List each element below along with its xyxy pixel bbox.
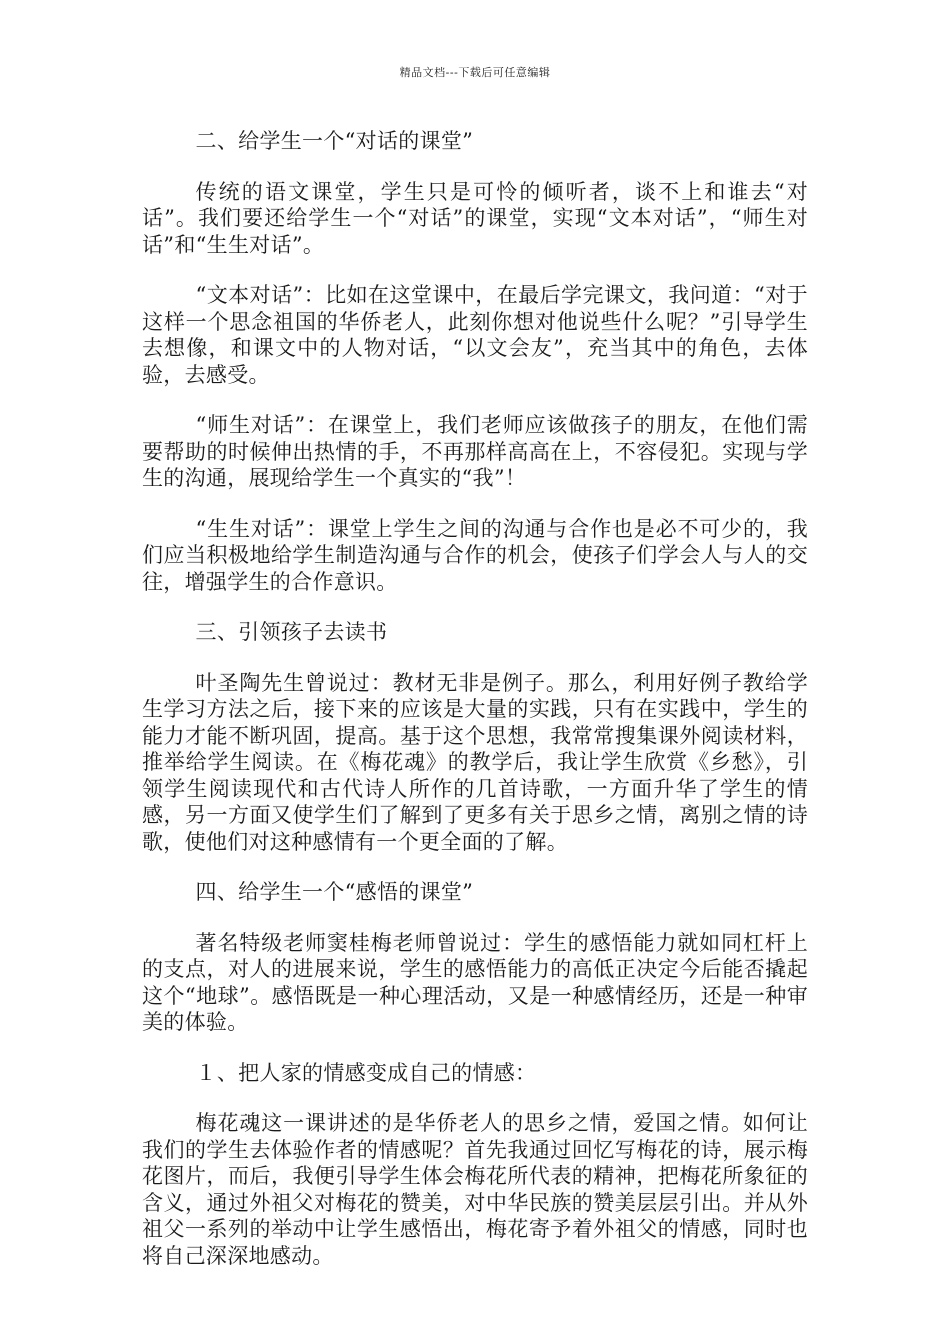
paragraph: “文本对话”：比如在这堂课中，在最后学完课文，我问道：“对于这样一个思念祖国的华侨老人，此刻你想对他说些什么呢？”引导学生去想像，和课文中的人物对话，“以文会友”，充当其中的角色，去体验，去感受。 — [142, 283, 808, 387]
paragraph: “师生对话”：在课堂上，我们老师应该做孩子的朋友，在他们需要帮助的时候伸出热情的手，不再那样高高在上，不容侵犯。实现与学生的沟通，展现给学生一个真实的“我”！ — [142, 413, 808, 490]
paragraph: “生生对话”：课堂上学生之间的沟通与合作也是必不可少的，我们应当积极地给学生制造沟通与合作的机会，使孩子们学会人与人的交往，增强学生的合作意识。 — [142, 516, 808, 594]
paragraph: 叶圣陶先生曾说过：教材无非是例子。那么，利用好例子教给学生学习方法之后，接下来的应该是大量的实践，只有在实践中，学生的能力才能不断巩固，提高。基于这个思想，我常常搜集课外阅读材料，推举给学生阅读。在《梅花魂》的教学后，我让学生欣赏《乡愁》，引领学生阅读现代和古代诗人所作的几首诗歌，一方面升华了学生的情感，另一方面又使学生们了解到了更多有关于思乡之情，离别之情的诗歌，使他们对这种感情有一个更全面的了解。 — [142, 670, 808, 854]
paragraph: 梅花魂这一课讲述的是华侨老人的思乡之情，爱国之情。如何让我们的学生去体验作者的情感呢？首先我通过回忆写梅花的诗，展示梅花图片，而后，我便引导学生体会梅花所代表的精神，把梅花所象征的含义，通过外祖父对梅花的赞美，对中华民族的赞美层层引出。并从外祖父一系列的举动中让学生感悟出，梅花寄予着外祖父的情感，同时也将自己深深地感动。 — [142, 1111, 808, 1268]
page-header: 精品文档---下载后可任意编辑 — [399, 66, 551, 79]
paragraph: 著名特级老师窦桂梅老师曾说过：学生的感悟能力就如同杠杆上的支点，对人的进展来说，学生的感悟能力的高低正决定今后能否撬起这个“地球”。感悟既是一种心理活动，又是一种感情经历，还是一种审美的体验。 — [142, 930, 808, 1034]
paragraph: 传统的语文课堂，学生只是可怜的倾听者，谈不上和谁去“对话”。我们要还给学生一个“对话”的课堂，实现“文本对话”，“师生对话”和“生生对话”。 — [142, 179, 808, 257]
section-heading: 三、引领孩子去读书 — [195, 620, 388, 644]
section-heading: 二、给学生一个“对话的课堂” — [195, 129, 474, 153]
document-body — [142, 128, 808, 1269]
section-heading: １、把人家的情感变成自己的情感： — [195, 1060, 537, 1085]
section-heading: 四、给学生一个“感悟的课堂” — [195, 880, 474, 904]
